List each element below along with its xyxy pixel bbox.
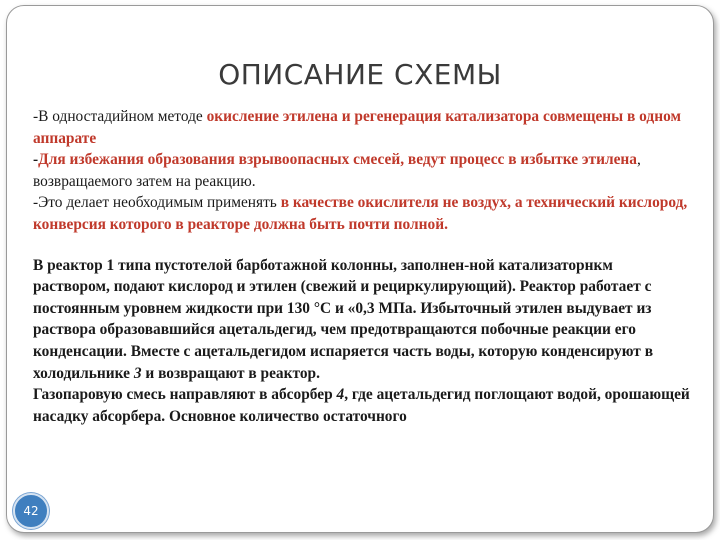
slide-body <box>33 106 693 427</box>
paragraph-2 <box>33 149 693 192</box>
slide-title: ОПИСАНИЕ СХЕМЫ <box>218 58 502 91</box>
paragraph-4-number: 3 <box>133 364 142 382</box>
paragraph-4 <box>33 255 693 385</box>
paragraph-5-part2: , где ацетальдегид поглощают водой, орошающей насадку абсорбера. Основное количество остаточного <box>33 386 690 425</box>
paragraph-1-prefix: -В одностадийном методе <box>33 108 207 125</box>
paragraph-1-highlight: окисление этилена и регенерация катализатора совмещены в одном аппарате <box>33 108 681 147</box>
paragraph-2-suffix: , возвращаемого затем на реакцию. <box>33 151 641 190</box>
paragraph-5-part1: Газопаровую смесь направляют в абсорбер <box>33 386 337 404</box>
paragraph-2-dash: - <box>33 151 39 169</box>
page-number-badge: 42 <box>13 493 49 529</box>
paragraph-5-number: 4 <box>336 386 345 404</box>
paragraph-spacer <box>33 236 693 255</box>
paragraph-5 <box>33 384 693 427</box>
paragraph-4-part2: и возвращают в реактор. <box>141 364 320 382</box>
paragraph-1 <box>33 106 693 149</box>
paragraph-3-prefix: -Это делает необходимым применять <box>33 194 281 212</box>
paragraph-4-part1: В реактор 1 типа пустотелой барботажной колонны, заполнен-ной катализаторнкм раствором, подают кислород и этилен (свежий и рециркулирующий). Реактор работает с постоянным уровнем жидкости при 130 °С и «0,3 МПа. Избыточный этилен выдувает из раствора образовавшийся ацетальдегид, чем предотвращаются побочные реакции его конденсации. Вместе с ацетальдегидом испаряется часть воды, которую конденсируют в холодильнике <box>33 256 654 382</box>
paragraph-3-highlight: в качестве окислителя не воздух, а технический кислород, конверсия которого в реакторе должна быть почти полной. <box>33 194 688 233</box>
paragraph-3 <box>33 192 693 235</box>
paragraph-2-highlight: Для избежания образования взрывоопасных смесей, ведут процесс в избытке этилена <box>38 151 637 169</box>
